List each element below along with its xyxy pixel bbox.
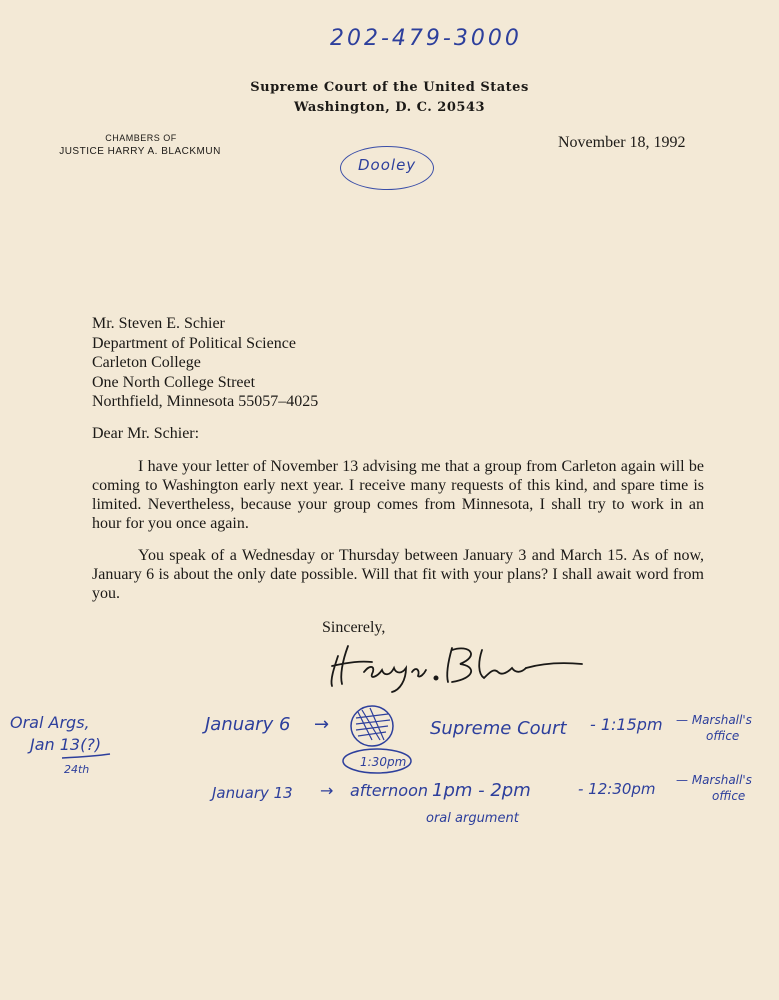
- chambers-of-label: CHAMBERS OF: [105, 133, 177, 143]
- address-line: Department of Political Science: [92, 334, 296, 352]
- note2-time: - 12:30pm: [578, 780, 656, 798]
- note2-location: — Marshall's: [676, 773, 752, 787]
- note1-date: January 6: [205, 714, 291, 735]
- handwritten-dooley: Dooley: [358, 156, 417, 174]
- note2-sub: oral argument: [426, 811, 519, 826]
- arrow-icon: →: [320, 781, 334, 800]
- note2-range: 1pm - 2pm: [432, 780, 531, 801]
- letterhead-court-name: Supreme Court of the United States: [250, 80, 529, 95]
- note1-location: — Marshall's: [676, 713, 752, 727]
- address-line: Northfield, Minnesota 55057–4025: [92, 393, 319, 410]
- address-line: One North College Street: [92, 373, 256, 391]
- letter-date: November 18, 1992: [558, 134, 686, 151]
- note2-when: afternoon: [350, 781, 428, 800]
- margin-note-line: Jan 13(?): [30, 735, 102, 754]
- arrow-icon: →: [314, 714, 330, 735]
- salutation: Dear Mr. Schier:: [92, 425, 200, 442]
- note1-time: - 1:15pm: [590, 715, 663, 734]
- body-paragraph-1: I have your letter of November 13 advising me that a group from Carleton again will be coming to Washington early next year. I receive many requests of this kind, and spare time is limited. Nevertheless, because your group comes from Minnesota, I shall try to work in an hour for you once again.: [92, 458, 704, 532]
- note1-place: Supreme Court: [430, 718, 567, 739]
- margin-note-line: 24th: [64, 763, 90, 776]
- closing: Sincerely,: [322, 619, 386, 636]
- note2-date: January 13: [212, 784, 293, 802]
- justice-name: JUSTICE HARRY A. BLACKMUN: [59, 146, 221, 157]
- note1-circled-time: 1:30pm: [360, 755, 407, 769]
- body-paragraph-2: You speak of a Wednesday or Thursday between January 3 and March 15. As of now, January 6 is about the only date possible. Will that fit with your plans? I shall await word from you.: [92, 547, 704, 602]
- handwritten-phone-number: 202-479-3000: [330, 26, 522, 51]
- address-line: Mr. Steven E. Schier: [92, 315, 225, 332]
- recipient-address: [92, 314, 318, 412]
- address-line: Carleton College: [92, 354, 201, 371]
- letterhead-city: Washington, D. C. 20543: [293, 100, 486, 115]
- signature-icon: [320, 628, 590, 698]
- note1-location: office: [706, 729, 740, 743]
- margin-note-line: Oral Args,: [10, 713, 90, 732]
- handwritten-notes: [0, 700, 779, 840]
- note2-location: office: [712, 789, 746, 803]
